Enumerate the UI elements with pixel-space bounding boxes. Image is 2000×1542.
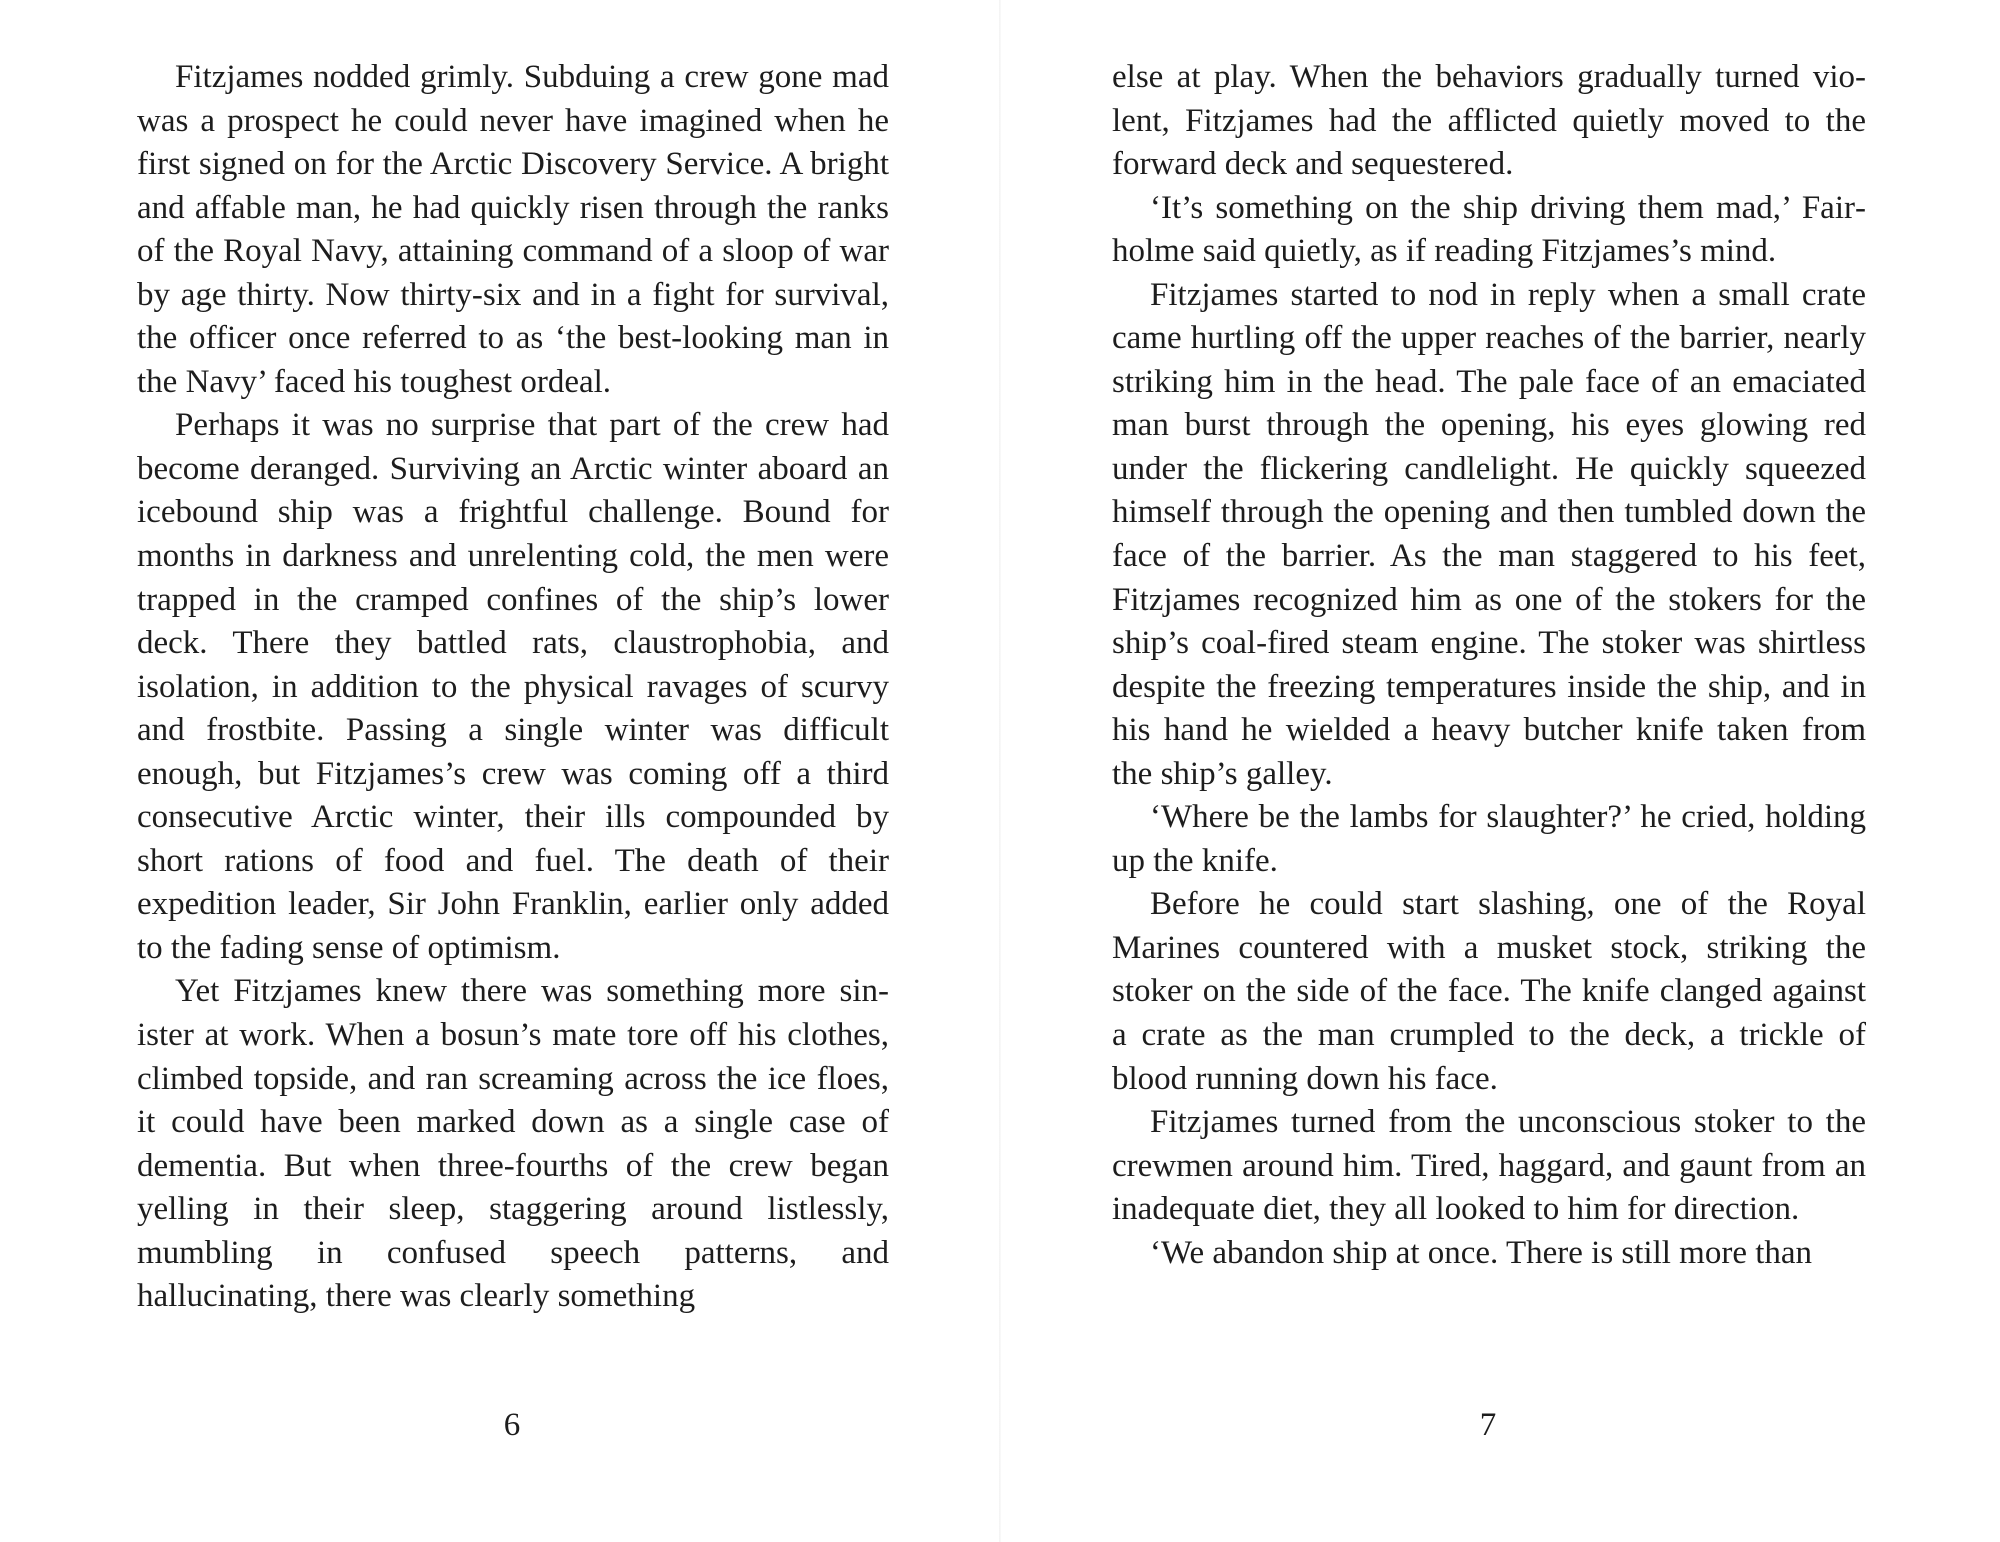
paragraph: ‘Where be the lambs for slaughter?’ he cried, holding up the knife. <box>1112 799 1866 879</box>
paragraph: Fitzjames turned from the unconscious stoker to the crewmen around him. Tired, haggard, and gaunt from an inadequate diet, they all looked to him for direction. <box>1112 1104 1866 1228</box>
paragraph: Perhaps it was no surprise that part of the crew had become deranged. Surviving an Arctic winter aboard an icebound ship was a frightful challenge. Bound for months in darkness and unrelenting cold, the men were trapped in the cramped confines of the ship’s lower deck. There they battled rats, claustrophobia, and isolation, in addition to the physical ravages of scurvy and frostbite. Passing a single winter was difficult enough, but Fitzjames’s crew was coming off a third consecutive Arctic winter, their ills compounded by short rations of food and fuel. The death of their expedition leader, Sir John Franklin, earlier only added to the fading sense of optimism. <box>137 407 889 966</box>
paragraph: ‘It’s something on the ship driving them mad,’ Fairholme said quietly, as if reading Fitzjames’s mind. <box>1112 189 1866 270</box>
paragraph: Before he could start slashing, one of the Royal Marines countered with a musket stock, striking the stoker on the side of the face. The knife clanged against a crate as the man crumpled to the deck, a trickle of blood running down his face. <box>1112 886 1866 1097</box>
page-number: 6 <box>503 1407 521 1443</box>
paragraph: ‘We abandon ship at once. There is still more than <box>1150 1234 1813 1271</box>
left-page-body <box>137 56 889 1319</box>
right-page-body <box>1112 56 1866 1275</box>
paragraph: Fitzjames started to nod in reply when a small crate came hurtling off the upper reaches of the barrier, nearly striking him in the head. The pale face of an emaciated man burst through the opening, his eyes glowing red under the flickering candlelight. He quickly squeezed himself through the opening and then tumbled down the face of the barrier. As the man staggered to his feet, Fitzjames recognized him as one of the stokers for the ship’s coal-fired steam engine. The stoker was shirtless despite the freezing temperatures inside the ship, and in his hand he wielded a heavy butcher knife taken from the ship’s galley. <box>1112 276 1866 792</box>
paragraph-continued: else at play. When the behaviors gradually turned violent, Fitzjames had the afflicted quietly moved to the forward deck and sequestered. <box>1112 59 1866 183</box>
page-number: 7 <box>1479 1407 1497 1443</box>
right-page <box>1000 0 2000 1542</box>
paragraph: Fitzjames nodded grimly. Subduing a crew gone mad was a prospect he could never have imagined when he first signed on for the Arctic Discovery Service. A bright and affable man, he had quickly risen through the ranks of the Royal Navy, attaining command of a sloop of war by age thirty. Now thirty-six and in a fight for survival, the officer once referred to as ‘the best-looking man in the Navy’ faced his toughest ordeal. <box>137 59 889 400</box>
paragraph: Yet Fitzjames knew there was something more sinister at work. When a bosun’s mate tore off his clothes, climbed topside, and ran screaming across the ice floes, it could have been marked down as a single case of dementia. But when three-fourths of the crew began yelling in their sleep, staggering around listlessly, mumbling in confused speech patterns, and hallucinating, there was clearly something <box>137 973 889 1315</box>
